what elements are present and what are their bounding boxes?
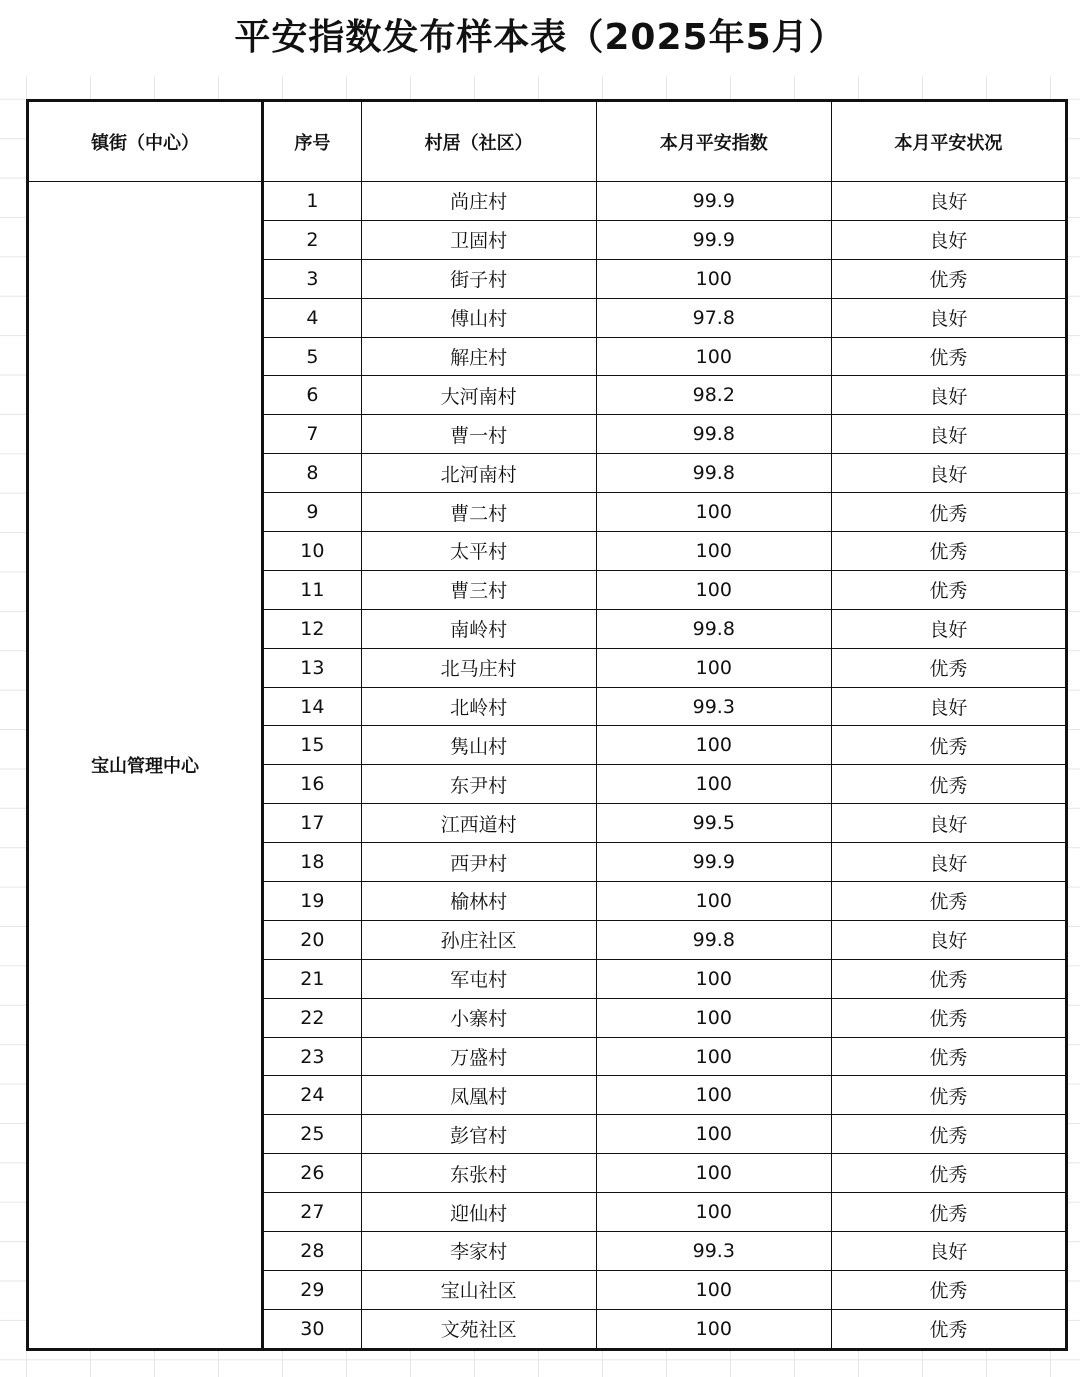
index-cell: 100 xyxy=(596,1115,831,1154)
status-cell: 优秀 xyxy=(831,259,1066,298)
village-cell: 北岭村 xyxy=(361,687,596,726)
header-town: 镇街（中心） xyxy=(28,101,263,182)
town-cell: 宝山管理中心 xyxy=(28,182,263,1350)
index-cell: 97.8 xyxy=(596,298,831,337)
index-cell: 100 xyxy=(596,570,831,609)
village-cell: 卫固村 xyxy=(361,220,596,259)
village-cell: 隽山村 xyxy=(361,726,596,765)
index-cell: 99.9 xyxy=(596,843,831,882)
village-cell: 北马庄村 xyxy=(361,648,596,687)
safety-index-table xyxy=(26,99,1068,1351)
seq-cell: 22 xyxy=(263,998,361,1037)
status-cell: 良好 xyxy=(831,298,1066,337)
village-cell: 西尹村 xyxy=(361,843,596,882)
village-cell: 文苑社区 xyxy=(361,1309,596,1349)
header-index: 本月平安指数 xyxy=(596,101,831,182)
status-cell: 优秀 xyxy=(831,337,1066,376)
index-cell: 100 xyxy=(596,259,831,298)
seq-cell: 29 xyxy=(263,1270,361,1309)
index-cell: 99.3 xyxy=(596,1232,831,1271)
status-cell: 良好 xyxy=(831,454,1066,493)
index-cell: 100 xyxy=(596,493,831,532)
status-cell: 优秀 xyxy=(831,1115,1066,1154)
status-cell: 良好 xyxy=(831,376,1066,415)
village-cell: 曹一村 xyxy=(361,415,596,454)
village-cell: 东张村 xyxy=(361,1154,596,1193)
status-cell: 优秀 xyxy=(831,493,1066,532)
village-cell: 彭官村 xyxy=(361,1115,596,1154)
seq-cell: 6 xyxy=(263,376,361,415)
index-cell: 100 xyxy=(596,1154,831,1193)
status-cell: 良好 xyxy=(831,920,1066,959)
index-cell: 99.9 xyxy=(596,182,831,221)
index-cell: 99.9 xyxy=(596,220,831,259)
seq-cell: 3 xyxy=(263,259,361,298)
village-cell: 太平村 xyxy=(361,532,596,571)
village-cell: 北河南村 xyxy=(361,454,596,493)
index-cell: 100 xyxy=(596,882,831,921)
seq-cell: 12 xyxy=(263,609,361,648)
seq-cell: 15 xyxy=(263,726,361,765)
seq-cell: 25 xyxy=(263,1115,361,1154)
status-cell: 良好 xyxy=(831,1232,1066,1271)
status-cell: 优秀 xyxy=(831,1270,1066,1309)
seq-cell: 13 xyxy=(263,648,361,687)
index-cell: 99.8 xyxy=(596,415,831,454)
village-cell: 东尹村 xyxy=(361,765,596,804)
status-cell: 良好 xyxy=(831,609,1066,648)
seq-cell: 19 xyxy=(263,882,361,921)
index-cell: 100 xyxy=(596,648,831,687)
seq-cell: 2 xyxy=(263,220,361,259)
status-cell: 优秀 xyxy=(831,1037,1066,1076)
status-cell: 优秀 xyxy=(831,882,1066,921)
village-cell: 曹二村 xyxy=(361,493,596,532)
seq-cell: 16 xyxy=(263,765,361,804)
index-cell: 100 xyxy=(596,1309,831,1349)
status-cell: 良好 xyxy=(831,843,1066,882)
seq-cell: 24 xyxy=(263,1076,361,1115)
status-cell: 优秀 xyxy=(831,1154,1066,1193)
seq-cell: 8 xyxy=(263,454,361,493)
index-cell: 99.3 xyxy=(596,687,831,726)
index-cell: 99.8 xyxy=(596,454,831,493)
table-row xyxy=(28,182,1067,221)
index-cell: 100 xyxy=(596,1076,831,1115)
index-cell: 99.8 xyxy=(596,609,831,648)
seq-cell: 11 xyxy=(263,570,361,609)
index-cell: 100 xyxy=(596,1037,831,1076)
village-cell: 榆林村 xyxy=(361,882,596,921)
village-cell: 解庄村 xyxy=(361,337,596,376)
seq-cell: 9 xyxy=(263,493,361,532)
seq-cell: 20 xyxy=(263,920,361,959)
seq-cell: 26 xyxy=(263,1154,361,1193)
status-cell: 良好 xyxy=(831,220,1066,259)
index-cell: 100 xyxy=(596,959,831,998)
seq-cell: 4 xyxy=(263,298,361,337)
index-cell: 100 xyxy=(596,1270,831,1309)
index-cell: 99.8 xyxy=(596,920,831,959)
status-cell: 优秀 xyxy=(831,532,1066,571)
village-cell: 凤凰村 xyxy=(361,1076,596,1115)
status-cell: 优秀 xyxy=(831,1076,1066,1115)
village-cell: 军屯村 xyxy=(361,959,596,998)
seq-cell: 23 xyxy=(263,1037,361,1076)
status-cell: 优秀 xyxy=(831,1193,1066,1232)
seq-cell: 10 xyxy=(263,532,361,571)
village-cell: 宝山社区 xyxy=(361,1270,596,1309)
status-cell: 优秀 xyxy=(831,959,1066,998)
index-cell: 100 xyxy=(596,532,831,571)
header-status: 本月平安状况 xyxy=(831,101,1066,182)
index-cell: 100 xyxy=(596,1193,831,1232)
seq-cell: 18 xyxy=(263,843,361,882)
village-cell: 江西道村 xyxy=(361,804,596,843)
index-cell: 100 xyxy=(596,998,831,1037)
index-cell: 98.2 xyxy=(596,376,831,415)
status-cell: 良好 xyxy=(831,415,1066,454)
status-cell: 良好 xyxy=(831,804,1066,843)
status-cell: 良好 xyxy=(831,687,1066,726)
status-cell: 优秀 xyxy=(831,998,1066,1037)
index-cell: 100 xyxy=(596,337,831,376)
village-cell: 南岭村 xyxy=(361,609,596,648)
seq-cell: 1 xyxy=(263,182,361,221)
seq-cell: 27 xyxy=(263,1193,361,1232)
table-body xyxy=(28,182,1067,1350)
seq-cell: 5 xyxy=(263,337,361,376)
status-cell: 优秀 xyxy=(831,648,1066,687)
seq-cell: 14 xyxy=(263,687,361,726)
index-cell: 100 xyxy=(596,765,831,804)
header-row xyxy=(28,101,1067,182)
village-cell: 小寨村 xyxy=(361,998,596,1037)
header-village: 村居（社区） xyxy=(361,101,596,182)
village-cell: 街子村 xyxy=(361,259,596,298)
seq-cell: 17 xyxy=(263,804,361,843)
status-cell: 优秀 xyxy=(831,726,1066,765)
village-cell: 迎仙村 xyxy=(361,1193,596,1232)
village-cell: 曹三村 xyxy=(361,570,596,609)
status-cell: 优秀 xyxy=(831,1309,1066,1349)
index-cell: 99.5 xyxy=(596,804,831,843)
status-cell: 良好 xyxy=(831,182,1066,221)
village-cell: 李家村 xyxy=(361,1232,596,1271)
status-cell: 优秀 xyxy=(831,570,1066,609)
village-cell: 尚庄村 xyxy=(361,182,596,221)
seq-cell: 21 xyxy=(263,959,361,998)
status-cell: 优秀 xyxy=(831,765,1066,804)
page-title: 平安指数发布样本表（2025年5月） xyxy=(0,0,1080,76)
seq-cell: 30 xyxy=(263,1309,361,1349)
village-cell: 万盛村 xyxy=(361,1037,596,1076)
seq-cell: 7 xyxy=(263,415,361,454)
village-cell: 大河南村 xyxy=(361,376,596,415)
village-cell: 孙庄社区 xyxy=(361,920,596,959)
index-cell: 100 xyxy=(596,726,831,765)
seq-cell: 28 xyxy=(263,1232,361,1271)
village-cell: 傅山村 xyxy=(361,298,596,337)
header-seq: 序号 xyxy=(263,101,361,182)
